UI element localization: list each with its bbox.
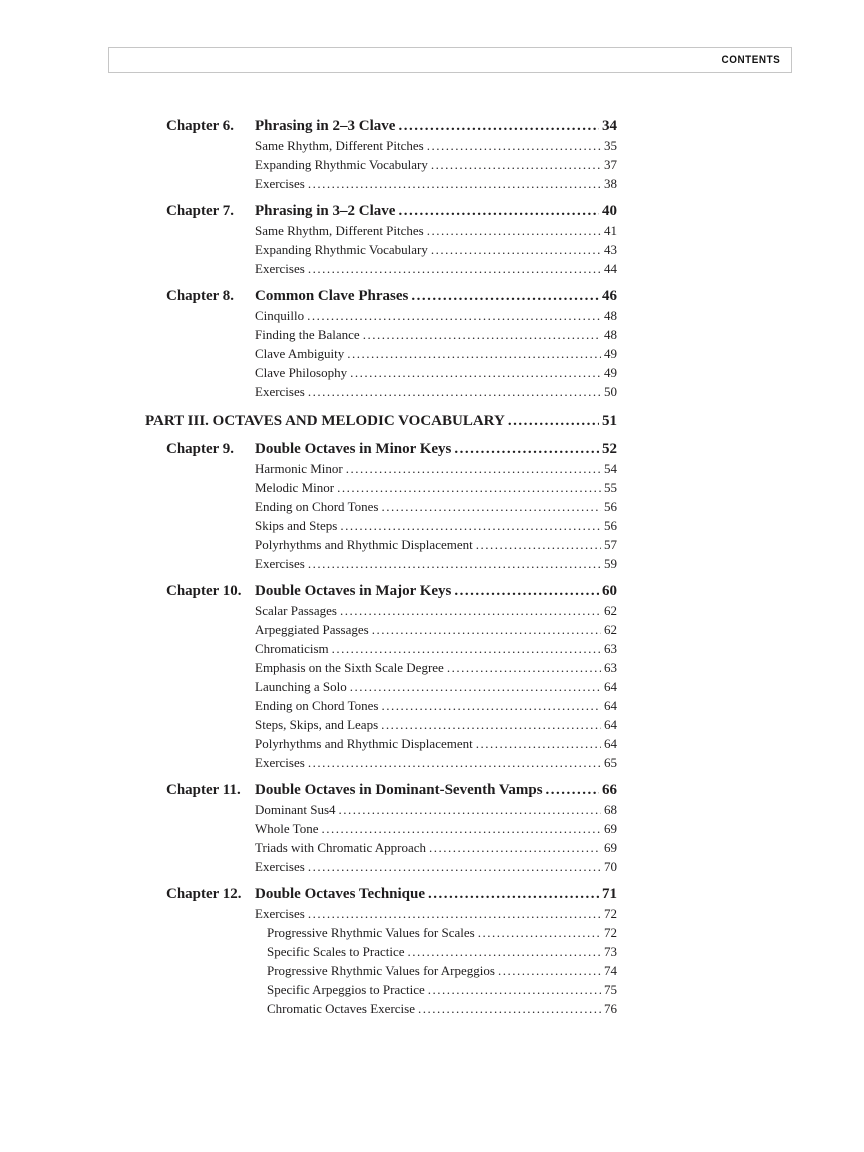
page-number: 34: [602, 118, 617, 134]
entry-title: Progressive Rhythmic Values for Arpeggios: [267, 963, 495, 978]
page-number: 69: [604, 840, 617, 855]
entry-title: Cinquillo: [255, 308, 305, 323]
dot-leader: [431, 240, 601, 259]
page-number: 59: [604, 556, 617, 571]
page-number: 56: [604, 499, 617, 514]
dot-leader: [308, 904, 601, 923]
entry-title: Clave Philosophy: [255, 365, 348, 380]
toc-entry-row: [145, 554, 617, 573]
chapter-label: Chapter 6.: [166, 118, 235, 134]
dot-leader: [418, 999, 601, 1018]
page-number: 64: [604, 679, 617, 694]
dot-leader: [350, 677, 601, 696]
dot-leader: [308, 554, 601, 573]
toc-entry-row: [145, 696, 617, 715]
toc-entry-row: [145, 382, 617, 401]
dot-leader: [508, 412, 599, 431]
entry-title: Chromatic Octaves Exercise: [267, 1001, 415, 1016]
chapter-label: Chapter 8.: [166, 288, 235, 304]
page-number: 41: [604, 223, 617, 238]
page-number: 35: [604, 138, 617, 153]
page-number: 68: [604, 802, 617, 817]
toc-entry-row: [145, 535, 617, 554]
chapter-title: Double Octaves in Minor Keys: [255, 441, 452, 457]
dot-leader: [427, 136, 601, 155]
chapter-label: Chapter 12.: [166, 886, 242, 902]
chapter-label: Chapter 10.: [166, 583, 242, 599]
dot-leader: [411, 287, 599, 306]
toc-entry-row: [145, 155, 617, 174]
toc-entry-row: [145, 306, 617, 325]
toc-entry-row: [145, 325, 617, 344]
dot-leader: [381, 696, 601, 715]
dot-leader: [347, 344, 601, 363]
toc-entry-row: [145, 516, 617, 535]
dot-leader: [308, 753, 601, 772]
page-number: 57: [604, 537, 617, 552]
dot-leader: [340, 601, 601, 620]
toc-entry-row: [145, 942, 617, 961]
dot-leader: [429, 838, 601, 857]
entry-title: Arpeggiated Passages: [255, 622, 369, 637]
page-number: 48: [604, 308, 617, 323]
page-number: 70: [604, 859, 617, 874]
toc-chapter-heading-row: [145, 440, 617, 459]
chapter-title: Phrasing in 2–3 Clave: [255, 118, 396, 134]
entry-title: Exercises: [255, 384, 305, 399]
toc-entry-row: [145, 620, 617, 639]
toc-chapter-heading-row: [145, 885, 617, 904]
dot-leader: [454, 440, 599, 459]
page-number: 49: [604, 346, 617, 361]
page-number: 63: [604, 660, 617, 675]
dot-leader: [339, 800, 601, 819]
page-number: 64: [604, 698, 617, 713]
entry-title: Harmonic Minor: [255, 461, 343, 476]
page-number: 38: [604, 176, 617, 191]
page-number: 44: [604, 261, 617, 276]
entry-title: Exercises: [255, 261, 305, 276]
toc-entry-row: [145, 459, 617, 478]
entry-title: Same Rhythm, Different Pitches: [255, 138, 424, 153]
dot-leader: [546, 781, 599, 800]
entry-title: Polyrhythms and Rhythmic Displacement: [255, 537, 473, 552]
dot-leader: [308, 174, 601, 193]
dot-leader: [308, 857, 601, 876]
chapter-title: Phrasing in 3–2 Clave: [255, 203, 396, 219]
dot-leader: [381, 497, 601, 516]
dot-leader: [340, 516, 601, 535]
entry-title: Polyrhythms and Rhythmic Displacement: [255, 736, 473, 751]
entry-title: Exercises: [255, 556, 305, 571]
toc-chapter-heading-row: [145, 202, 617, 221]
dot-leader: [428, 980, 601, 999]
dot-leader: [337, 478, 601, 497]
dot-leader: [398, 202, 599, 221]
toc-entry-row: [145, 259, 617, 278]
page-number: 63: [604, 641, 617, 656]
toc-entry-row: [145, 497, 617, 516]
page-number: 43: [604, 242, 617, 257]
chapter-label: Chapter 11.: [166, 782, 241, 798]
entry-title: Specific Arpeggios to Practice: [267, 982, 425, 997]
toc-entry-row: [145, 136, 617, 155]
toc-entry-row: [145, 478, 617, 497]
page-number: 50: [604, 384, 617, 399]
entry-title: Expanding Rhythmic Vocabulary: [255, 157, 428, 172]
entry-title: Skips and Steps: [255, 518, 338, 533]
page-number: 69: [604, 821, 617, 836]
entry-title: Exercises: [255, 176, 305, 191]
toc-chapter-section: [145, 582, 617, 772]
entry-title: Ending on Chord Tones: [255, 698, 379, 713]
page-number: 65: [604, 755, 617, 770]
toc-entry-row: [145, 857, 617, 876]
dot-leader: [308, 382, 601, 401]
toc-entry-row: [145, 838, 617, 857]
dot-leader: [408, 942, 601, 961]
entry-title: Finding the Balance: [255, 327, 360, 342]
toc-entry-row: [145, 601, 617, 620]
dot-leader: [308, 259, 601, 278]
entry-title: Emphasis on the Sixth Scale Degree: [255, 660, 444, 675]
dot-leader: [447, 658, 601, 677]
dot-leader: [428, 885, 599, 904]
page-number: 64: [604, 736, 617, 751]
chapter-label: Chapter 7.: [166, 203, 235, 219]
page-number: 60: [602, 583, 617, 599]
entry-title: Same Rhythm, Different Pitches: [255, 223, 424, 238]
entry-title: Clave Ambiguity: [255, 346, 345, 361]
entry-title: Scalar Passages: [255, 603, 337, 618]
toc-entry-row: [145, 174, 617, 193]
toc-chapter-section: [145, 117, 617, 193]
entry-title: Melodic Minor: [255, 480, 335, 495]
toc-entry-row: [145, 904, 617, 923]
page-number: 40: [602, 203, 617, 219]
entry-title: Whole Tone: [255, 821, 319, 836]
entry-title: Specific Scales to Practice: [267, 944, 405, 959]
running-header: [108, 47, 792, 73]
toc-entry-row: [145, 800, 617, 819]
toc-chapter-section: [145, 440, 617, 573]
toc-entry-row: [145, 961, 617, 980]
toc-entry-row: [145, 639, 617, 658]
dot-leader: [398, 117, 599, 136]
page-number: 62: [604, 622, 617, 637]
toc-entry-row: [145, 344, 617, 363]
chapter-label: Chapter 9.: [166, 441, 235, 457]
page-number: 73: [604, 944, 617, 959]
toc-entry-row: [145, 923, 617, 942]
page-number: 49: [604, 365, 617, 380]
toc-chapter-heading-row: [145, 117, 617, 136]
entry-title: Exercises: [255, 906, 305, 921]
chapter-title: Double Octaves in Dominant-Seventh Vamps: [255, 782, 543, 798]
page-number: 46: [602, 288, 617, 304]
page-number: 54: [604, 461, 617, 476]
entry-title: Launching a Solo: [255, 679, 347, 694]
toc-chapter-section: [145, 287, 617, 401]
part-title: PART III. OCTAVES AND MELODIC VOCABULARY: [145, 413, 505, 429]
page-number: 76: [604, 1001, 617, 1016]
page-number: 56: [604, 518, 617, 533]
toc-entry-row: [145, 715, 617, 734]
page-number: 72: [604, 906, 617, 921]
dot-leader: [381, 715, 601, 734]
dot-leader: [498, 961, 601, 980]
page-number: 51: [602, 413, 617, 429]
page-number: 71: [602, 886, 617, 902]
dot-leader: [372, 620, 601, 639]
toc-entry-row: [145, 658, 617, 677]
entry-title: Progressive Rhythmic Values for Scales: [267, 925, 475, 940]
toc-chapter-heading-row: [145, 287, 617, 306]
chapter-title: Common Clave Phrases: [255, 288, 409, 304]
dot-leader: [476, 734, 601, 753]
dot-leader: [307, 306, 601, 325]
dot-leader: [427, 221, 601, 240]
toc-entry-row: [145, 677, 617, 696]
toc-entry-row: [145, 819, 617, 838]
dot-leader: [478, 923, 601, 942]
dot-leader: [363, 325, 601, 344]
toc-entry-row: [145, 753, 617, 772]
page-number: 55: [604, 480, 617, 495]
toc-chapter-heading-row: [145, 781, 617, 800]
page-number: 48: [604, 327, 617, 342]
chapter-title: Double Octaves Technique: [255, 886, 426, 902]
dot-leader: [454, 582, 599, 601]
page-number: 64: [604, 717, 617, 732]
toc-chapter-section: [145, 202, 617, 278]
dot-leader: [350, 363, 601, 382]
page-number: 72: [604, 925, 617, 940]
page-number: 52: [602, 441, 617, 457]
dot-leader: [431, 155, 601, 174]
entry-title: Exercises: [255, 755, 305, 770]
chapter-title: Double Octaves in Major Keys: [255, 583, 452, 599]
toc-chapter-section: [145, 781, 617, 876]
running-header-label: CONTENTS: [721, 54, 780, 66]
toc-entry-row: [145, 980, 617, 999]
toc: [145, 117, 617, 1018]
entry-title: Dominant Sus4: [255, 802, 336, 817]
toc-entry-row: [145, 363, 617, 382]
toc-entry-row: [145, 999, 617, 1018]
dot-leader: [476, 535, 601, 554]
dot-leader: [346, 459, 601, 478]
toc-chapter-heading-row: [145, 582, 617, 601]
toc-part-heading-row: [145, 412, 617, 431]
page-number: 37: [604, 157, 617, 172]
entry-title: Chromaticism: [255, 641, 329, 656]
toc-chapter-section: [145, 885, 617, 1018]
entry-title: Triads with Chromatic Approach: [255, 840, 427, 855]
page-number: 62: [604, 603, 617, 618]
page-number: 74: [604, 963, 617, 978]
dot-leader: [321, 819, 601, 838]
dot-leader: [332, 639, 601, 658]
entry-title: Expanding Rhythmic Vocabulary: [255, 242, 428, 257]
entry-title: Steps, Skips, and Leaps: [255, 717, 379, 732]
page-number: 75: [604, 982, 617, 997]
toc-entry-row: [145, 240, 617, 259]
entry-title: Exercises: [255, 859, 305, 874]
entry-title: Ending on Chord Tones: [255, 499, 379, 514]
toc-entry-row: [145, 734, 617, 753]
toc-entry-row: [145, 221, 617, 240]
page-number: 66: [602, 782, 617, 798]
